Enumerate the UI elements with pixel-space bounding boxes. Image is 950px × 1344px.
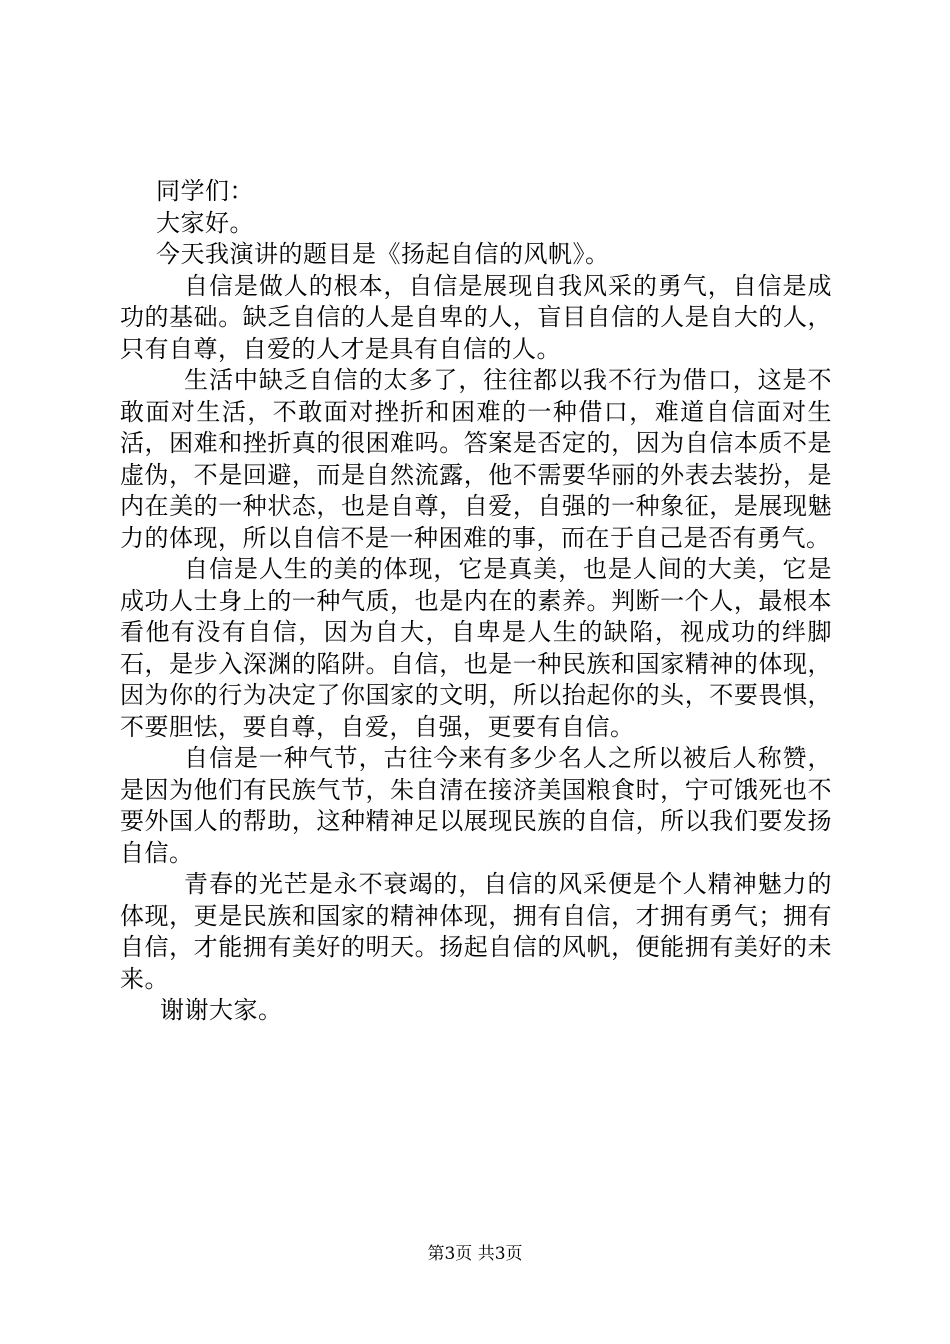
paragraph: 生活中缺乏自信的太多了，往往都以我不行为借口，这是不敢面对生活，不敢面对挫折和困难的一种借口，难道自信面对生活，困难和挫折真的很困难吗。答案是否定的，因为自信本质不是虚伪，不是回避，而是自然流露，他不需要华丽的外表去装扮，是内在美的一种状态，也是自尊，自爱，自强的一种象征，是展现魅力的体现，所以自信不是一种困难的事，而在于自己是否有勇气。 [120,366,832,552]
salutation: 同学们： [156,177,254,205]
paragraph: 自信是做人的根本，自信是展现自我风采的勇气，自信是成功的基础。缺乏自信的人是自卑的人，盲目自信的人是自大的人，只有自尊，自爱的人才是具有自信的人。 [120,271,832,363]
speech-body [120,176,832,1027]
greeting: 大家好。 [156,208,254,237]
paragraph: 青春的光芒是永不衰竭的，自信的风采便是个人精神魅力的体现，更是民族和国家的精神体现，拥有自信，才拥有勇气；拥有自信，才能拥有美好的明天。扬起自信的风帆，便能拥有美好的未来。 [120,870,832,993]
closing-line: 谢谢大家。 [160,996,283,1024]
page-number-footer: 第3页 共3页 [427,1244,523,1264]
paragraph: 自信是一种气节，古往今来有多少名人之所以被后人称赞，是因为他们有民族气节，朱自清在接济美国粮食时，宁可饿死也不要外国人的帮助，这种精神足以展现民族的自信，所以我们要发扬自信。 [120,744,832,867]
intro-line: 今天我演讲的题目是《扬起自信的风帆》。 [156,240,610,268]
paragraph: 自信是人生的美的体现，它是真美，也是人间的大美，它是成功人士身上的一种气质，也是内在的素养。判断一个人，最根本看他有没有自信，因为自大，自卑是人生的缺陷，视成功的绊脚石，是步入深渊的陷阱。自信，也是一种民族和国家精神的体现，因为你的行为决定了你国家的文明，所以抬起你的头，不要畏惧，不要胆怯，要自尊，自爱，自强，更要有自信。 [120,555,832,741]
